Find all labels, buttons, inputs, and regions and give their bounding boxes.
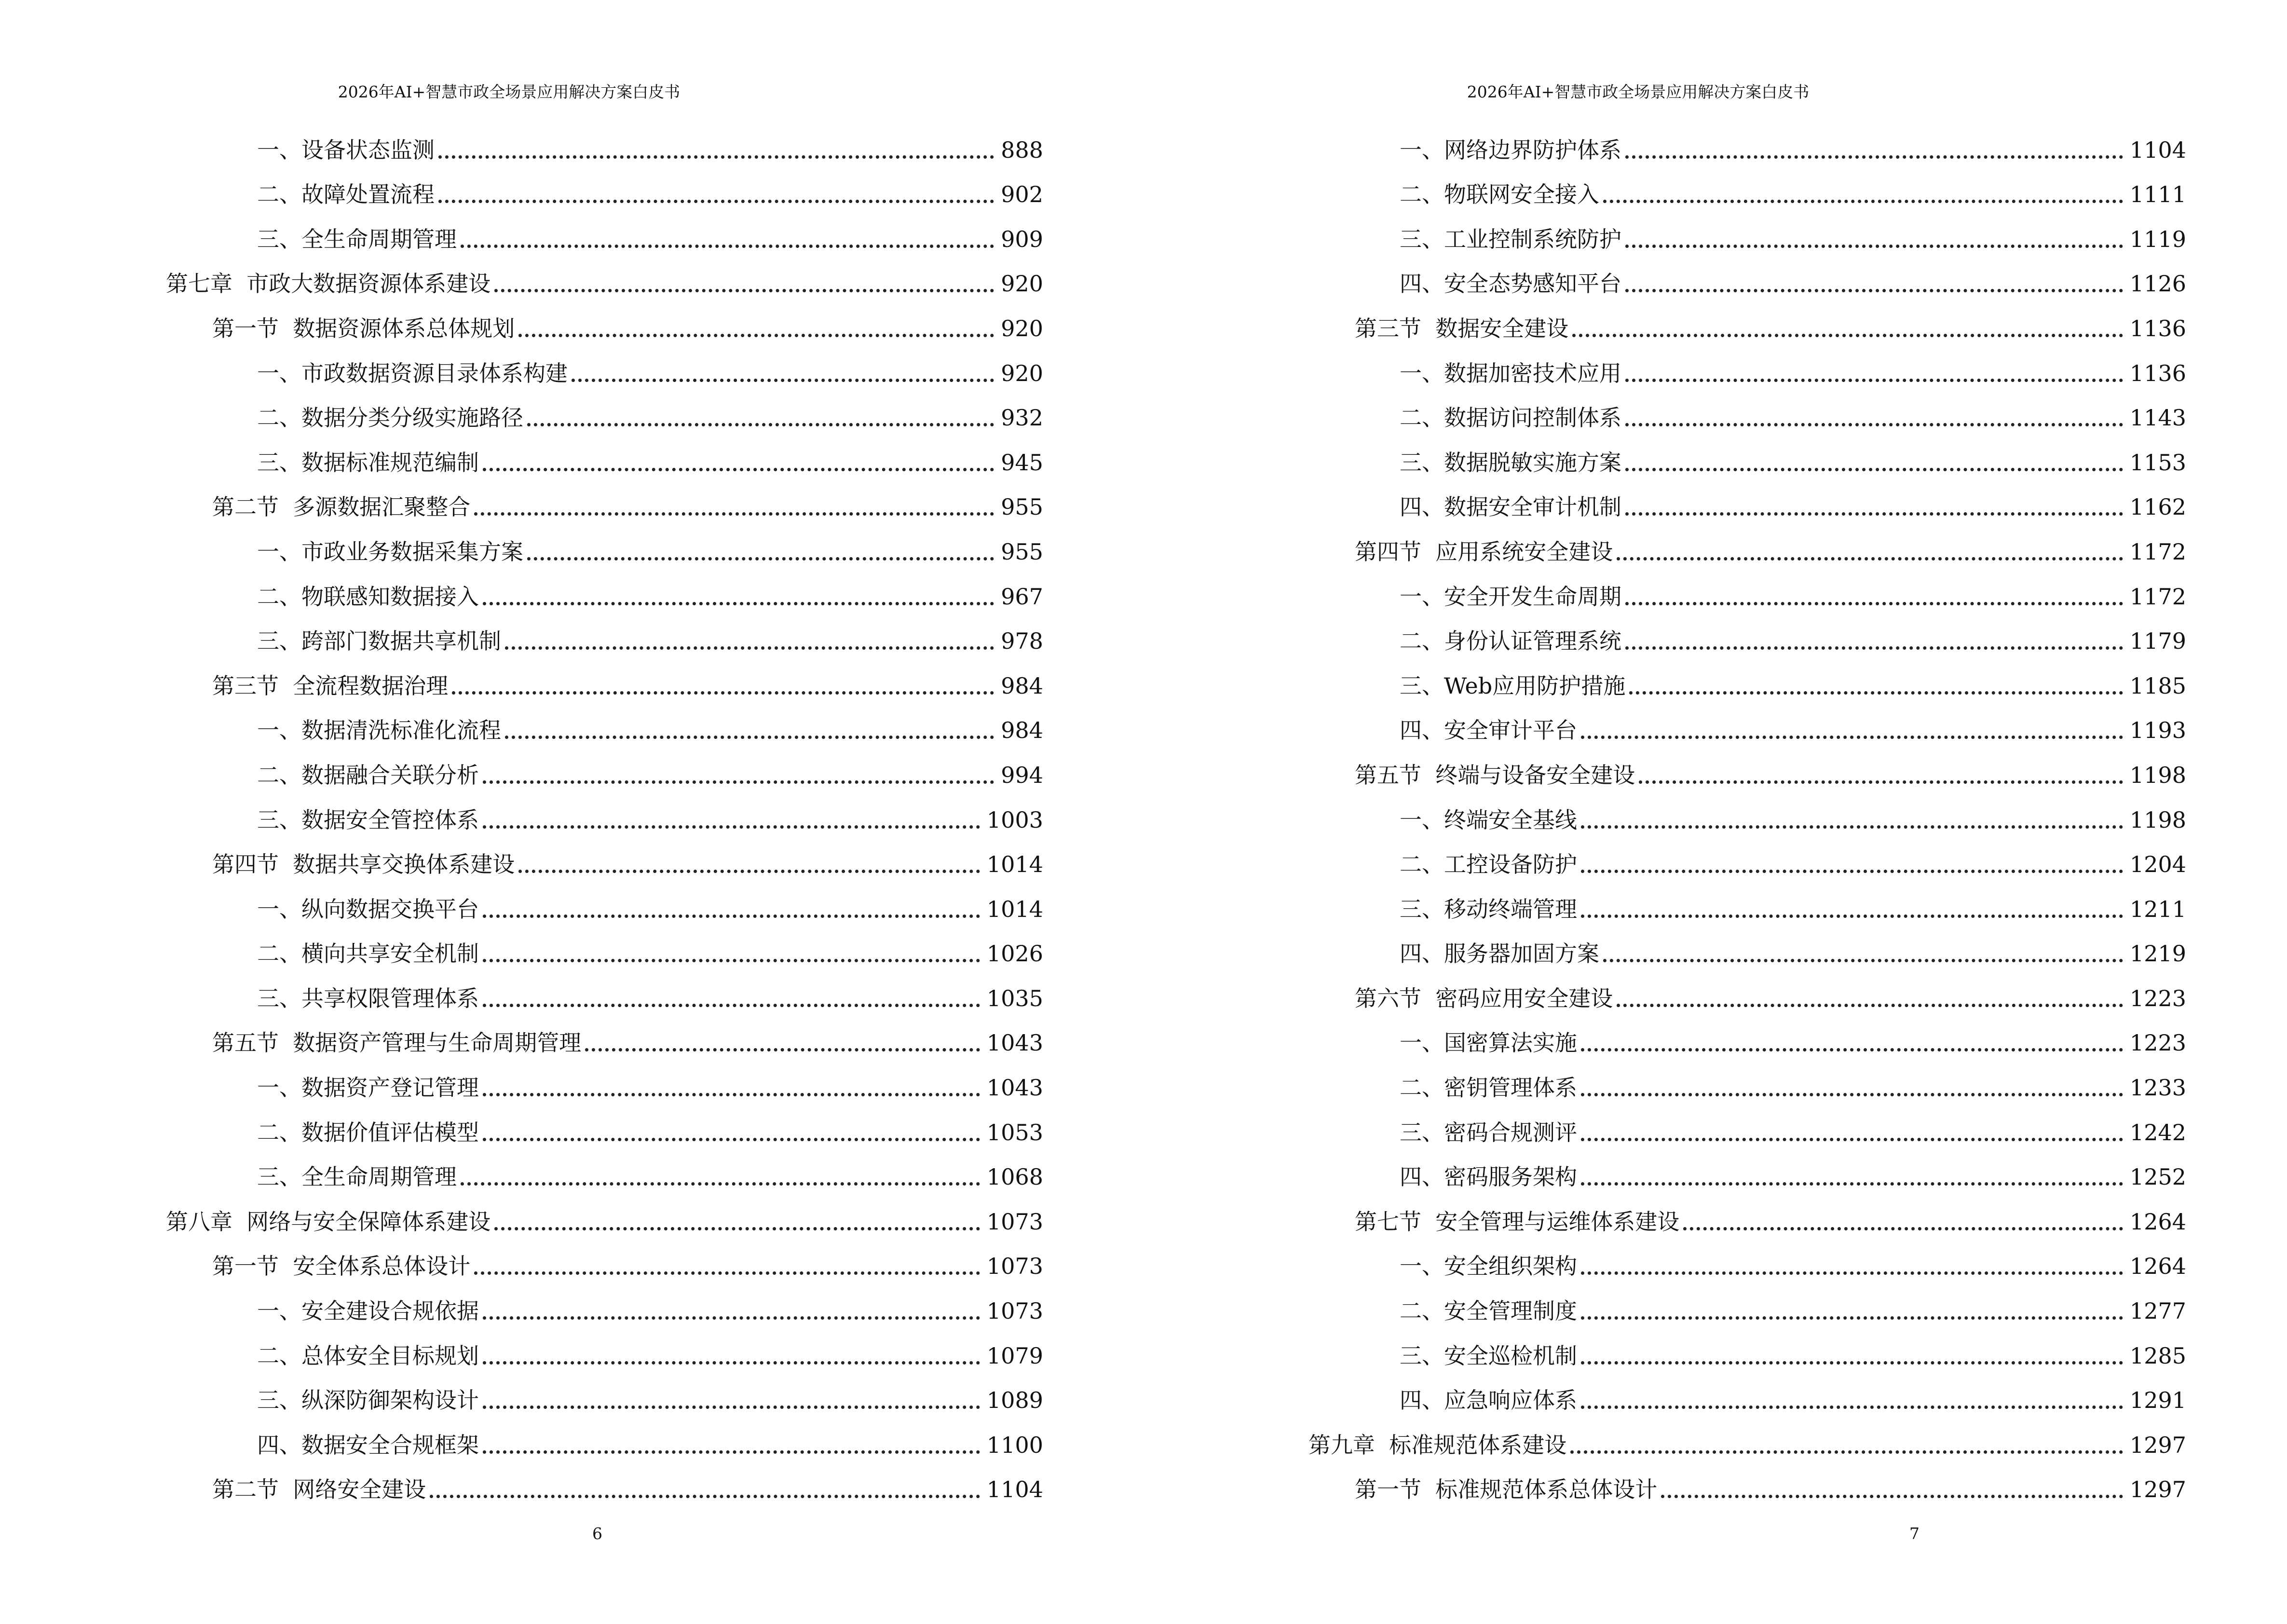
toc-entry-title: 二、身份认证管理系统 (1400, 628, 1621, 655)
dot-leader (1581, 914, 2123, 918)
dot-leader (474, 1271, 980, 1275)
toc-entry-page: 955 (1001, 538, 1043, 565)
dot-leader (518, 334, 994, 337)
toc-entry-page: 1277 (2129, 1298, 2186, 1324)
toc-entry-page: 932 (1001, 405, 1043, 431)
toc-subsection-entry[interactable] (1308, 254, 2186, 299)
toc-entry-page: 1211 (2129, 896, 2186, 922)
dot-leader (483, 602, 994, 605)
toc-entry-title: 三、跨部门数据共享机制 (257, 628, 501, 655)
toc-entry-title: 第五节 数据资产管理与生命周期管理 (212, 1030, 582, 1056)
toc-chapter-entry[interactable] (166, 1191, 1043, 1236)
toc-entry-page: 1136 (2129, 315, 2186, 341)
toc-entry-title: 第二节 网络安全建设 (212, 1476, 426, 1503)
toc-subsection-entry[interactable] (1308, 209, 2186, 254)
toc-entry-title: 二、数据分类分级实施路径 (257, 405, 523, 431)
toc-entry-page: 902 (1001, 181, 1043, 208)
dot-leader (1581, 1406, 2123, 1409)
dot-leader (585, 1048, 980, 1051)
toc-entry-title: 三、Web应用防护措施 (1400, 672, 1626, 699)
toc-entry-title: 三、共享权限管理体系 (257, 985, 479, 1011)
dot-leader (438, 200, 994, 203)
toc-entry-title: 四、数据安全审计机制 (1400, 494, 1621, 520)
toc-subsection-entry[interactable] (166, 924, 1043, 969)
toc-entry-title: 二、安全管理制度 (1400, 1298, 1577, 1324)
dot-leader (461, 1182, 980, 1186)
toc-subsection-entry[interactable] (1308, 611, 2186, 656)
toc-subsection-entry[interactable] (166, 566, 1043, 611)
dot-leader (1581, 1361, 2123, 1365)
dot-leader (483, 825, 980, 829)
dot-leader (1661, 1495, 2123, 1498)
toc-entry-page: 920 (1001, 271, 1043, 297)
toc-entry-page: 1003 (986, 806, 1043, 833)
toc-subsection-entry[interactable] (166, 790, 1043, 834)
toc-entry-title: 一、市政业务数据采集方案 (257, 538, 523, 565)
toc-subsection-entry[interactable] (1308, 924, 2186, 969)
toc-entry-title: 二、故障处置流程 (257, 181, 435, 208)
toc-entry-title: 三、数据脱敏实施方案 (1400, 449, 1621, 476)
toc-entry-title: 二、总体安全目标规划 (257, 1342, 479, 1369)
toc-entry-title: 第三节 数据安全建设 (1355, 315, 1569, 341)
toc-entry-title: 二、数据融合关联分析 (257, 762, 479, 788)
dot-leader (1581, 1271, 2123, 1275)
toc-entry-page: 1153 (2129, 449, 2186, 476)
toc-subsection-entry[interactable] (1308, 700, 2186, 745)
toc-subsection-entry[interactable] (1308, 1370, 2186, 1415)
toc-entry-page: 1185 (2129, 672, 2186, 699)
toc-entry-title: 第一节 标准规范体系总体设计 (1355, 1476, 1658, 1503)
dot-leader (1603, 959, 2123, 962)
dot-leader (1683, 1227, 2123, 1230)
toc-page-right (1144, 0, 2287, 1624)
dot-leader (1625, 646, 2123, 650)
toc-section-entry[interactable] (1308, 298, 2186, 343)
toc-entry-title: 一、纵向数据交换平台 (257, 896, 479, 922)
toc-entry-page: 1053 (986, 1119, 1043, 1146)
toc-entry-page: 1014 (986, 896, 1043, 922)
toc-section-entry[interactable] (166, 1236, 1043, 1281)
dot-leader (1581, 825, 2123, 829)
dot-leader (505, 736, 994, 739)
toc-entry-page: 1162 (2129, 494, 2186, 520)
toc-entry-title: 第五节 终端与设备安全建设 (1355, 762, 1635, 788)
toc-subsection-entry[interactable] (166, 388, 1043, 433)
toc-subsection-entry[interactable] (166, 968, 1043, 1013)
toc-entry-page: 1079 (986, 1342, 1043, 1369)
toc-entry-title: 三、全生命周期管理 (257, 226, 457, 252)
toc-subsection-entry[interactable] (1308, 879, 2186, 924)
toc-subsection-entry[interactable] (166, 164, 1043, 209)
toc-entry-page: 967 (1001, 583, 1043, 610)
dot-leader (1629, 691, 2123, 695)
toc-entry-page: 1297 (2129, 1432, 2186, 1458)
toc-section-entry[interactable] (1308, 968, 2186, 1013)
toc-entry-title: 三、纵深防御架构设计 (257, 1387, 479, 1414)
toc-entry-page: 1119 (2129, 226, 2186, 252)
toc-entry-title: 第六节 密码应用安全建设 (1355, 985, 1613, 1011)
dot-leader (483, 959, 980, 962)
toc-entry-page: 1252 (2129, 1164, 2186, 1190)
toc-entry-title: 第七节 安全管理与运维体系建设 (1355, 1208, 1680, 1235)
dot-leader (1625, 468, 2123, 471)
toc-subsection-entry[interactable] (1308, 477, 2186, 522)
toc-entry-page: 945 (1001, 449, 1043, 476)
toc-entry-page: 1297 (2129, 1476, 2186, 1503)
toc-entry-title: 二、横向共享安全机制 (257, 941, 479, 967)
toc-entry-page: 1111 (2129, 181, 2186, 208)
toc-entry-page: 1104 (2129, 136, 2186, 163)
toc-entry-page: 984 (1001, 717, 1043, 744)
toc-entry-page: 1204 (2129, 851, 2186, 878)
toc-entry-page: 1242 (2129, 1119, 2186, 1146)
dot-leader (527, 423, 994, 426)
dot-leader (483, 1138, 980, 1141)
dot-leader (1625, 155, 2123, 159)
toc-section-entry[interactable] (166, 1013, 1043, 1058)
toc-entry-page: 1198 (2129, 762, 2186, 788)
toc-entry-title: 二、物联网安全接入 (1400, 181, 1599, 208)
toc-entry-title: 一、网络边界防护体系 (1400, 136, 1621, 163)
toc-entry-page: 955 (1001, 494, 1043, 520)
dot-leader (518, 870, 980, 873)
dot-leader (1639, 780, 2123, 784)
toc-entry-title: 四、服务器加固方案 (1400, 941, 1599, 967)
dot-leader (1625, 289, 2123, 292)
toc-entry-page: 1073 (986, 1298, 1043, 1324)
toc-subsection-entry[interactable] (1308, 1281, 2186, 1325)
toc-subsection-entry[interactable] (1308, 343, 2186, 388)
toc-entry-page: 994 (1001, 762, 1043, 788)
toc-subsection-entry[interactable] (1308, 1013, 2186, 1058)
toc-entry-title: 第四节 应用系统安全建设 (1355, 538, 1613, 565)
toc-chapter-entry[interactable] (1308, 1415, 2186, 1460)
toc-section-entry[interactable] (166, 477, 1043, 522)
toc-section-entry[interactable] (1308, 1460, 2186, 1504)
dot-leader (1625, 602, 2123, 605)
toc-entry-title: 三、全生命周期管理 (257, 1164, 457, 1190)
dot-leader (1625, 379, 2123, 382)
toc-entry-page: 1172 (2129, 583, 2186, 610)
toc-entry-title: 三、工业控制系统防护 (1400, 226, 1621, 252)
toc-entry-title: 第一节 安全体系总体设计 (212, 1253, 471, 1280)
toc-entry-title: 第七章 市政大数据资源体系建设 (166, 271, 491, 297)
dot-leader (1581, 870, 2123, 873)
toc-entry-page: 1143 (2129, 405, 2186, 431)
toc-entry-page: 1073 (986, 1208, 1043, 1235)
toc-section-entry[interactable] (1308, 1191, 2186, 1236)
toc-subsection-entry[interactable] (1308, 1236, 2186, 1281)
toc-entry-title: 第四节 数据共享交换体系建设 (212, 851, 515, 878)
toc-entry-title: 第三节 全流程数据治理 (212, 672, 449, 699)
toc-subsection-entry[interactable] (1308, 1057, 2186, 1102)
toc-entry-title: 第二节 多源数据汇聚整合 (212, 494, 471, 520)
toc-entry-title: 三、数据安全管控体系 (257, 806, 479, 833)
dot-leader (483, 1361, 980, 1365)
running-header: 2026年AI+智慧市政全场景应用解决方案白皮书 (1467, 82, 1810, 101)
toc-chapter-entry[interactable] (166, 254, 1043, 299)
dot-leader (1581, 736, 2123, 739)
toc-subsection-entry[interactable] (166, 879, 1043, 924)
toc-entry-title: 四、安全审计平台 (1400, 717, 1577, 744)
toc-subsection-entry[interactable] (166, 1415, 1043, 1460)
dot-leader (505, 646, 994, 650)
toc-subsection-entry[interactable] (166, 432, 1043, 477)
toc-entry-title: 三、移动终端管理 (1400, 896, 1577, 922)
toc-entry-title: 一、设备状态监测 (257, 136, 435, 163)
toc-entry-title: 四、数据安全合规框架 (257, 1432, 479, 1458)
toc-subsection-entry[interactable] (1308, 164, 2186, 209)
dot-leader (1625, 245, 2123, 248)
toc-list (166, 120, 1043, 1504)
toc-entry-page: 1179 (2129, 628, 2186, 655)
toc-subsection-entry[interactable] (166, 343, 1043, 388)
dot-leader (430, 1495, 980, 1498)
toc-entry-page: 1223 (2129, 985, 2186, 1011)
toc-subsection-entry[interactable] (1308, 1102, 2186, 1147)
toc-section-entry[interactable] (166, 655, 1043, 700)
toc-subsection-entry[interactable] (166, 521, 1043, 566)
dot-leader (1570, 1450, 2123, 1454)
dot-leader (527, 557, 994, 560)
toc-section-entry[interactable] (166, 298, 1043, 343)
toc-subsection-entry[interactable] (1308, 1147, 2186, 1192)
toc-entry-page: 888 (1001, 136, 1043, 163)
toc-entry-page: 920 (1001, 360, 1043, 386)
toc-entry-page: 1233 (2129, 1075, 2186, 1101)
toc-entry-title: 三、安全巡检机制 (1400, 1342, 1577, 1369)
toc-entry-page: 1068 (986, 1164, 1043, 1190)
dot-leader (483, 1004, 980, 1007)
dot-leader (452, 691, 994, 695)
dot-leader (1572, 334, 2123, 337)
toc-entry-page: 1172 (2129, 538, 2186, 565)
toc-subsection-entry[interactable] (166, 1281, 1043, 1325)
toc-entry-title: 一、市政数据资源目录体系构建 (257, 360, 568, 386)
dot-leader (474, 512, 994, 516)
toc-entry-title: 第一节 数据资源体系总体规划 (212, 315, 515, 341)
toc-entry-title: 三、密码合规测评 (1400, 1119, 1577, 1146)
toc-section-entry[interactable] (166, 1460, 1043, 1504)
toc-entry-title: 一、安全开发生命周期 (1400, 583, 1621, 610)
toc-entry-page: 1223 (2129, 1030, 2186, 1056)
toc-entry-title: 二、数据价值评估模型 (257, 1119, 479, 1146)
toc-entry-page: 1285 (2129, 1342, 2186, 1369)
toc-subsection-entry[interactable] (166, 745, 1043, 790)
dot-leader (1625, 423, 2123, 426)
toc-subsection-entry[interactable] (166, 700, 1043, 745)
dot-leader (438, 155, 994, 159)
running-header: 2026年AI+智慧市政全场景应用解决方案白皮书 (338, 82, 681, 101)
toc-entry-title: 二、物联感知数据接入 (257, 583, 479, 610)
page-number: 6 (592, 1524, 602, 1543)
toc-entry-page: 1126 (2129, 271, 2186, 297)
dot-leader (1617, 1004, 2123, 1007)
dot-leader (1581, 1048, 2123, 1051)
toc-entry-title: 二、数据访问控制体系 (1400, 405, 1621, 431)
toc-entry-title: 二、密钥管理体系 (1400, 1075, 1577, 1101)
toc-section-entry[interactable] (166, 834, 1043, 879)
dot-leader (483, 468, 994, 471)
toc-subsection-entry[interactable] (1308, 432, 2186, 477)
toc-entry-title: 四、密码服务架构 (1400, 1164, 1577, 1190)
dot-leader (572, 379, 994, 382)
toc-entry-page: 1026 (986, 941, 1043, 967)
dot-leader (461, 245, 994, 248)
toc-subsection-entry[interactable] (1308, 834, 2186, 879)
toc-entry-title: 一、国密算法实施 (1400, 1030, 1577, 1056)
toc-subsection-entry[interactable] (166, 1057, 1043, 1102)
toc-entry-page: 1291 (2129, 1387, 2186, 1414)
toc-entry-page: 1198 (2129, 806, 2186, 833)
toc-entry-title: 一、安全组织架构 (1400, 1253, 1577, 1280)
dot-leader (483, 1450, 980, 1454)
toc-entry-page: 1043 (986, 1075, 1043, 1101)
toc-entry-title: 三、数据标准规范编制 (257, 449, 479, 476)
dot-leader (494, 289, 994, 292)
toc-entry-page: 1014 (986, 851, 1043, 878)
toc-entry-page: 1219 (2129, 941, 2186, 967)
toc-entry-page: 984 (1001, 672, 1043, 699)
toc-list (1308, 120, 2186, 1504)
toc-subsection-entry[interactable] (166, 1147, 1043, 1192)
toc-entry-title: 第八章 网络与安全保障体系建设 (166, 1208, 491, 1235)
toc-entry-title: 一、数据清洗标准化流程 (257, 717, 501, 744)
toc-entry-page: 1264 (2129, 1208, 2186, 1235)
dot-leader (483, 1406, 980, 1409)
dot-leader (1617, 557, 2123, 560)
toc-entry-title: 一、安全建设合规依据 (257, 1298, 479, 1324)
toc-entry-page: 1100 (986, 1432, 1043, 1458)
dot-leader (483, 1093, 980, 1096)
dot-leader (494, 1227, 980, 1230)
toc-entry-title: 四、安全态势感知平台 (1400, 271, 1621, 297)
toc-entry-page: 978 (1001, 628, 1043, 655)
toc-subsection-entry[interactable] (1308, 120, 2186, 164)
dot-leader (1581, 1093, 2123, 1096)
toc-entry-page: 1136 (2129, 360, 2186, 386)
toc-entry-title: 一、数据资产登记管理 (257, 1075, 479, 1101)
toc-entry-page: 1089 (986, 1387, 1043, 1414)
toc-subsection-entry[interactable] (1308, 790, 2186, 834)
toc-entry-page: 920 (1001, 315, 1043, 341)
page-number: 7 (1909, 1524, 1919, 1543)
toc-entry-page: 1104 (986, 1476, 1043, 1503)
toc-subsection-entry[interactable] (166, 1102, 1043, 1147)
toc-subsection-entry[interactable] (1308, 566, 2186, 611)
toc-entry-page: 909 (1001, 226, 1043, 252)
dot-leader (1581, 1182, 2123, 1186)
toc-subsection-entry[interactable] (166, 1370, 1043, 1415)
toc-section-entry[interactable] (1308, 745, 2186, 790)
toc-entry-title: 二、工控设备防护 (1400, 851, 1577, 878)
dot-leader (1603, 200, 2123, 203)
toc-subsection-entry[interactable] (1308, 655, 2186, 700)
dot-leader (1581, 1138, 2123, 1141)
toc-subsection-entry[interactable] (166, 1325, 1043, 1370)
toc-entry-title: 一、终端安全基线 (1400, 806, 1577, 833)
toc-entry-title: 一、数据加密技术应用 (1400, 360, 1621, 386)
toc-subsection-entry[interactable] (166, 209, 1043, 254)
toc-entry-title: 四、应急响应体系 (1400, 1387, 1577, 1414)
dot-leader (1581, 1316, 2123, 1320)
toc-entry-page: 1073 (986, 1253, 1043, 1280)
dot-leader (483, 780, 994, 784)
dot-leader (1625, 512, 2123, 516)
toc-entry-page: 1264 (2129, 1253, 2186, 1280)
toc-entry-title: 第九章 标准规范体系建设 (1308, 1432, 1567, 1458)
toc-subsection-entry[interactable] (166, 120, 1043, 164)
dot-leader (483, 914, 980, 918)
dot-leader (483, 1316, 980, 1320)
toc-entry-page: 1043 (986, 1030, 1043, 1056)
toc-subsection-entry[interactable] (1308, 1325, 2186, 1370)
toc-entry-page: 1035 (986, 985, 1043, 1011)
toc-subsection-entry[interactable] (166, 611, 1043, 656)
toc-entry-page: 1193 (2129, 717, 2186, 744)
toc-section-entry[interactable] (1308, 521, 2186, 566)
toc-subsection-entry[interactable] (1308, 388, 2186, 433)
